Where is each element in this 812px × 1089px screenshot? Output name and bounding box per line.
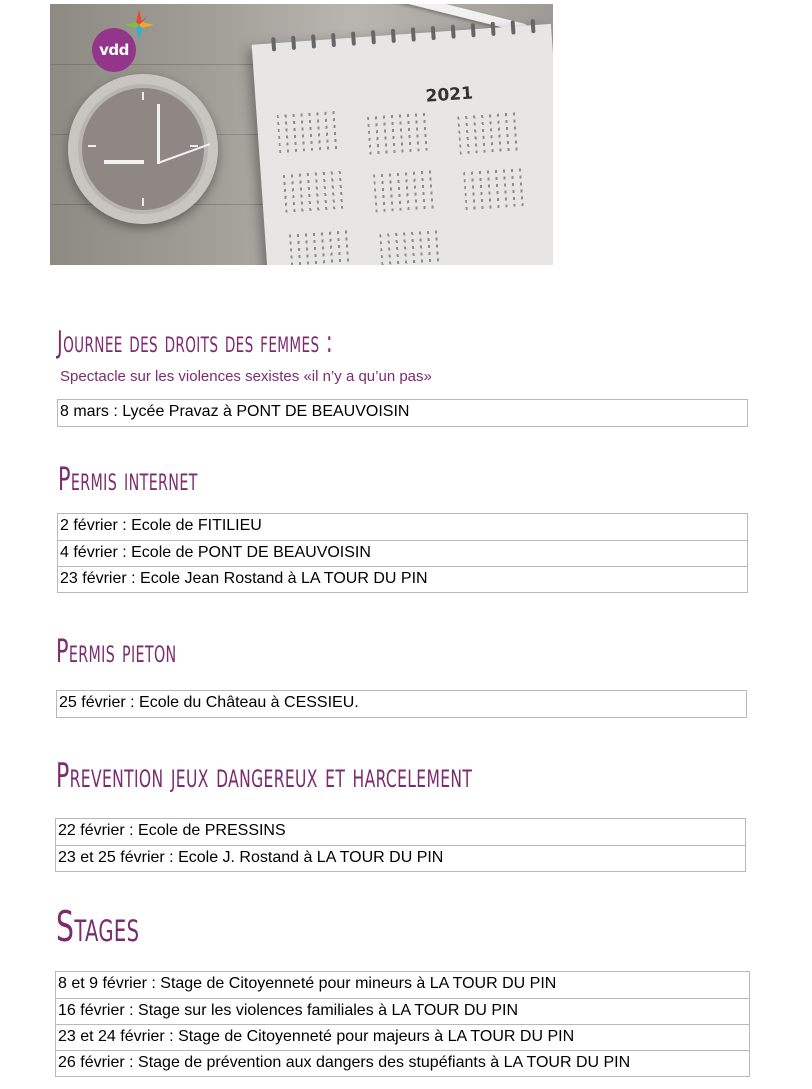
clock-image: [68, 74, 218, 224]
section-title-stages: Stages: [56, 902, 140, 951]
section-title-permis-pieton: Permis pieton: [56, 632, 177, 670]
table-droits-femmes: [57, 399, 748, 427]
table-permis-pieton: [56, 690, 747, 718]
table-stages: [55, 971, 750, 1077]
section-subtitle: Spectacle sur les violences sexistes «il n’y a qu’un pas»: [60, 368, 432, 385]
section-title-droits-femmes: Journee des droits des femmes :: [57, 325, 333, 360]
calendar-image: [252, 24, 553, 265]
logo-star-icon: [122, 8, 156, 42]
section-title-prevention: Prevention jeux dangereux et harcelement: [56, 756, 473, 796]
table-row: 23 et 25 février : Ecole J. Rostand à LA TOUR DU PIN: [56, 845, 745, 871]
section-title-permis-internet: Permis internet: [58, 460, 198, 498]
table-row: 26 février : Stage de prévention aux dangers des stupéfiants à LA TOUR DU PIN: [56, 1050, 749, 1076]
table-row: 16 février : Stage sur les violences familiales à LA TOUR DU PIN: [56, 998, 749, 1024]
table-row: 25 février : Ecole du Château à CESSIEU.: [59, 694, 359, 711]
table-row: 8 mars : Lycée Pravaz à PONT DE BEAUVOISIN: [60, 403, 410, 420]
calendar-year: 2021: [424, 83, 474, 107]
table-permis-internet: [57, 513, 748, 593]
header-photo: [50, 4, 553, 265]
table-row: 2 février : Ecole de FITILIEU: [60, 517, 262, 534]
table-row: 23 et 24 février : Stage de Citoyenneté pour majeurs à LA TOUR DU PIN: [56, 1024, 749, 1050]
table-row: 8 et 9 février : Stage de Citoyenneté pour mineurs à LA TOUR DU PIN: [58, 975, 557, 992]
logo-text: vdd: [99, 41, 129, 59]
table-prevention: [55, 818, 746, 872]
table-row: 23 février : Ecole Jean Rostand à LA TOUR DU PIN: [58, 566, 747, 592]
table-row: 4 février : Ecole de PONT DE BEAUVOISIN: [58, 540, 747, 566]
table-row: 22 février : Ecole de PRESSINS: [58, 822, 286, 839]
